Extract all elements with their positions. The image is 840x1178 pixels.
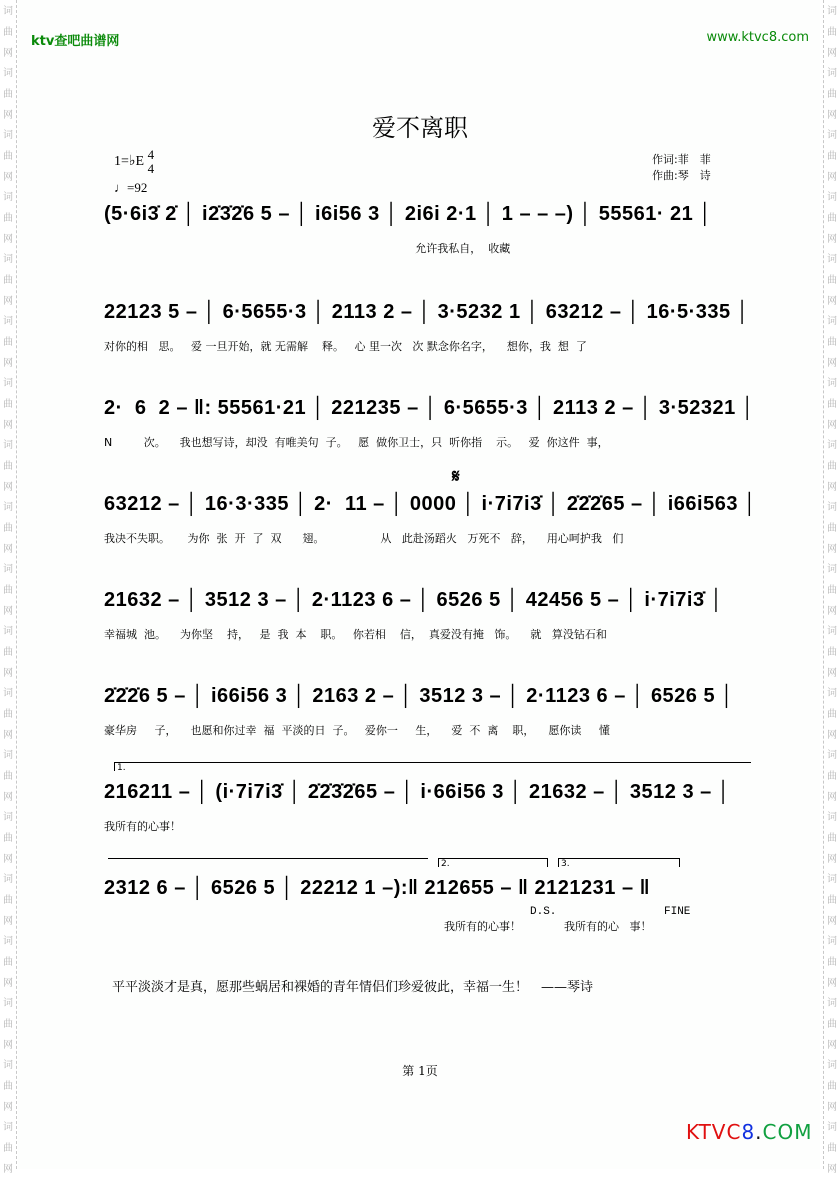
watermark-glyph: 词 (3, 378, 13, 389)
lyrics: N 次。 我也想写诗，却没 有唯美句 子。 愿 做你卫士，只 听你指 示。 爱 你这件 事， (104, 436, 609, 449)
score-line-8 (104, 874, 754, 902)
watermark-glyph: 网 (3, 916, 13, 927)
watermark-glyph: 网 (3, 606, 13, 617)
watermark-glyph: 网 (3, 544, 13, 555)
watermark-glyph: 词 (3, 688, 13, 699)
watermark-glyph: 曲 (3, 771, 13, 782)
key-signature (114, 148, 154, 176)
notes: 216211 – │ (i·7i7i3̇ │ 2̇2̇3̇2̇65 – │ i·66i56 3 │ 21632 – │ 3512 3 – │ (104, 781, 731, 803)
watermark-glyph: 网 (827, 916, 837, 927)
watermark-glyph: 曲 (3, 833, 13, 844)
watermark-glyph: 网 (827, 978, 837, 989)
watermark-glyph: 词 (827, 936, 837, 947)
volta-2: 2. (438, 858, 548, 867)
score-line-1 (104, 200, 754, 255)
volta-3: 3. (558, 858, 680, 867)
watermark-glyph: 网 (3, 296, 13, 307)
notes: 63212 – │ 16·3·335 │ 2· 11 – │ 0000 │ i·7i7i3̇ │ 2̇2̇2̇65 – │ i66i563 │ (104, 493, 758, 515)
watermark-glyph: 网 (827, 48, 837, 59)
watermark-glyph: 曲 (3, 895, 13, 906)
watermark-glyph: 网 (3, 978, 13, 989)
watermark-glyph: 词 (827, 192, 837, 203)
watermark-glyph: 曲 (3, 337, 13, 348)
lyrics: 我决不失职。 为你 张 开 了 双 翅。 从 此赴汤蹈火 万死不 辞， 用心呵护我 们 (104, 532, 624, 545)
watermark-glyph: 网 (827, 358, 837, 369)
watermark-glyph: 曲 (3, 399, 13, 410)
watermark-glyph: 网 (3, 1164, 13, 1175)
watermark-glyph: 词 (3, 564, 13, 575)
watermark-glyph: 网 (3, 172, 13, 183)
watermark-glyph: 曲 (827, 523, 837, 534)
watermark-glyph: 网 (827, 854, 837, 865)
watermark-glyph: 网 (3, 234, 13, 245)
watermark-glyph: 网 (3, 110, 13, 121)
watermark-glyph: 词 (3, 502, 13, 513)
watermark-glyph: 网 (827, 668, 837, 679)
watermark-glyph: 曲 (3, 275, 13, 286)
watermark-glyph: 词 (3, 6, 13, 17)
watermark-glyph: 词 (827, 750, 837, 761)
watermark-glyph: 网 (827, 234, 837, 245)
watermark-glyph: 词 (827, 626, 837, 637)
right-watermark-strip (823, 0, 840, 1175)
score-line-2 (104, 298, 754, 353)
watermark-glyph: 曲 (827, 1081, 837, 1092)
song-title: 爱不离职 (372, 114, 468, 142)
watermark-glyph: 词 (3, 254, 13, 265)
watermark-glyph: 词 (827, 68, 837, 79)
watermark-glyph: 曲 (3, 1143, 13, 1154)
volta-1: 1. (114, 762, 751, 771)
watermark-glyph: 词 (3, 316, 13, 327)
watermark-glyph: 网 (3, 420, 13, 431)
lyrics-ending-2: 我所有的心事！ (444, 920, 521, 933)
site-url[interactable]: www.ktvc8.com (706, 30, 809, 45)
segno-icon: 𝄋 (452, 466, 460, 487)
watermark-glyph: 词 (827, 998, 837, 1009)
site-name[interactable]: ktv查吧曲谱网 (31, 34, 120, 49)
watermark-glyph: 网 (827, 792, 837, 803)
watermark-glyph: 词 (827, 502, 837, 513)
notes: (5·6i3̇ 2̇ │ i2̇3̇2̇6 5 – │ i6i56 3 │ 2i6i 2·1 │ 1 – – –) │ 55561· 21 │ (104, 203, 713, 225)
watermark-glyph: 词 (827, 564, 837, 575)
watermark-glyph: 网 (827, 110, 837, 121)
composer: 作曲:琴 诗 (652, 169, 711, 182)
watermark-glyph: 网 (3, 1040, 13, 1051)
time-signature (148, 148, 155, 176)
lyrics-ending-3: 我所有的心 事！ (564, 920, 652, 933)
watermark-glyph: 词 (3, 750, 13, 761)
notes: 21632 – │ 3512 3 – │ 2·1123 6 – │ 6526 5 │ 42456 5 – │ i·7i7i3̇ │ (104, 589, 724, 611)
page-number: 第 1页 (402, 1064, 438, 1078)
watermark-glyph: 曲 (827, 833, 837, 844)
watermark-glyph: 曲 (827, 647, 837, 658)
watermark-glyph: 网 (3, 482, 13, 493)
notes: 2· 6 2 – ‖: 55561·21 │ 221235 – │ 6·5655·3 │ 2113 2 – │ 3·52321 │ (104, 397, 755, 419)
watermark-glyph: 网 (827, 482, 837, 493)
score-line-5 (104, 586, 754, 641)
lyrics: 对你的相 思。 爱 一旦开始，就 无需解 释。 心 里一次 次 默念你名字， 想你，我 想 了 (104, 340, 587, 353)
watermark-glyph: 曲 (3, 461, 13, 472)
watermark-glyph: 曲 (3, 957, 13, 968)
fine-mark: FINE (664, 906, 691, 918)
watermark-glyph: 网 (3, 668, 13, 679)
score-line-6 (104, 682, 754, 737)
watermark-glyph: 曲 (827, 957, 837, 968)
watermark-glyph: 词 (3, 68, 13, 79)
score-line-4 (104, 490, 758, 545)
logo-part: KTVC (686, 1120, 742, 1144)
watermark-glyph: 词 (827, 130, 837, 141)
watermark-glyph: 网 (827, 172, 837, 183)
watermark-glyph: 曲 (827, 585, 837, 596)
watermark-glyph: 网 (827, 730, 837, 741)
watermark-glyph: 曲 (3, 213, 13, 224)
watermark-glyph: 网 (827, 544, 837, 555)
left-watermark-strip (0, 0, 17, 1175)
watermark-glyph: 网 (3, 854, 13, 865)
watermark-glyph: 词 (3, 192, 13, 203)
watermark-glyph: 曲 (827, 89, 837, 100)
watermark-glyph: 曲 (827, 1019, 837, 1030)
watermark-glyph: 曲 (3, 585, 13, 596)
watermark-glyph: 词 (827, 688, 837, 699)
watermark-glyph: 词 (3, 130, 13, 141)
watermark-glyph: 词 (3, 874, 13, 885)
ds-mark: D.S. (530, 906, 557, 918)
time-sig-bottom: 4 (147, 161, 155, 176)
watermark-glyph: 曲 (827, 895, 837, 906)
watermark-glyph: 词 (3, 998, 13, 1009)
watermark-glyph: 网 (3, 792, 13, 803)
watermark-glyph: 词 (827, 812, 837, 823)
watermark-glyph: 网 (3, 730, 13, 741)
watermark-glyph: 词 (827, 378, 837, 389)
watermark-glyph: 网 (3, 1102, 13, 1113)
watermark-glyph: 曲 (3, 709, 13, 720)
watermark-glyph: 曲 (3, 647, 13, 658)
watermark-glyph: 曲 (827, 399, 837, 410)
score-line-7 (104, 778, 754, 833)
watermark-glyph: 曲 (3, 151, 13, 162)
watermark-glyph: 词 (827, 874, 837, 885)
watermark-glyph: 词 (3, 936, 13, 947)
tempo-mark: ♩=92 (114, 180, 148, 195)
watermark-glyph: 词 (3, 440, 13, 451)
lyrics: 允许我私自， 收藏 (104, 242, 511, 255)
watermark-glyph: 网 (827, 606, 837, 617)
ktvc8-logo[interactable] (686, 1120, 813, 1144)
notes: 22123 5 – │ 6·5655·3 │ 2113 2 – │ 3·5232 1 │ 63212 – │ 16·5·335 │ (104, 301, 750, 323)
watermark-glyph: 词 (3, 1122, 13, 1133)
key-label: 1=♭E (114, 154, 145, 170)
watermark-glyph: 词 (3, 812, 13, 823)
watermark-glyph: 网 (3, 358, 13, 369)
lyrics: 我所有的心事！ (104, 820, 181, 833)
watermark-glyph: 网 (827, 296, 837, 307)
watermark-glyph: 网 (827, 1164, 837, 1175)
notes: 2312 6 – │ 6526 5 │ 22212 1 –):‖ 212655 – ‖ 2121231 – ‖ (104, 877, 651, 899)
footer-quote: 平平淡淡才是真，愿那些蜗居和裸婚的青年情侣们珍爱彼此，幸福一生！ ——琴诗 (112, 980, 594, 995)
watermark-glyph: 曲 (827, 771, 837, 782)
watermark-glyph: 词 (827, 254, 837, 265)
lyrics: 豪华房 子， 也愿和你过幸 福 平淡的日 子。 爱你一 生， 爱 不 离 职， 愿你读 懂 (104, 724, 610, 737)
watermark-glyph: 词 (827, 6, 837, 17)
logo-part: COM (762, 1120, 813, 1144)
logo-part: 8 (741, 1120, 756, 1144)
watermark-glyph: 曲 (3, 1081, 13, 1092)
lyrics: 幸福城 池。 为你坚 持， 是 我 本 职。 你若相 信， 真爱没有掩 饰。 就 算没钻石和 (104, 628, 607, 641)
watermark-glyph: 曲 (3, 523, 13, 534)
watermark-glyph: 词 (827, 1122, 837, 1133)
watermark-glyph: 曲 (827, 275, 837, 286)
watermark-glyph: 曲 (827, 461, 837, 472)
watermark-glyph: 曲 (827, 27, 837, 38)
watermark-glyph: 网 (3, 48, 13, 59)
watermark-glyph: 曲 (827, 213, 837, 224)
watermark-glyph: 词 (827, 440, 837, 451)
watermark-glyph: 词 (3, 1060, 13, 1071)
watermark-glyph: 曲 (3, 27, 13, 38)
watermark-glyph: 词 (3, 626, 13, 637)
watermark-glyph: 曲 (827, 151, 837, 162)
watermark-glyph: 曲 (827, 337, 837, 348)
watermark-glyph: 词 (827, 316, 837, 327)
credits (652, 152, 711, 184)
score-line-3 (104, 394, 755, 449)
volta-1-continuation (108, 858, 428, 859)
logo-part: . (755, 1120, 763, 1144)
watermark-glyph: 曲 (3, 89, 13, 100)
time-sig-top: 4 (147, 147, 155, 162)
lyricist: 作词:菲 菲 (652, 153, 711, 166)
watermark-glyph: 网 (827, 420, 837, 431)
watermark-glyph: 网 (827, 1102, 837, 1113)
watermark-glyph: 网 (827, 1040, 837, 1051)
watermark-glyph: 曲 (3, 1019, 13, 1030)
watermark-glyph: 曲 (827, 709, 837, 720)
watermark-glyph: 词 (827, 1060, 837, 1071)
watermark-glyph: 曲 (827, 1143, 837, 1154)
notes: 2̇2̇2̇6 5 – │ i66i56 3 │ 2163 2 – │ 3512 3 – │ 2·1123 6 – │ 6526 5 │ (104, 685, 735, 707)
